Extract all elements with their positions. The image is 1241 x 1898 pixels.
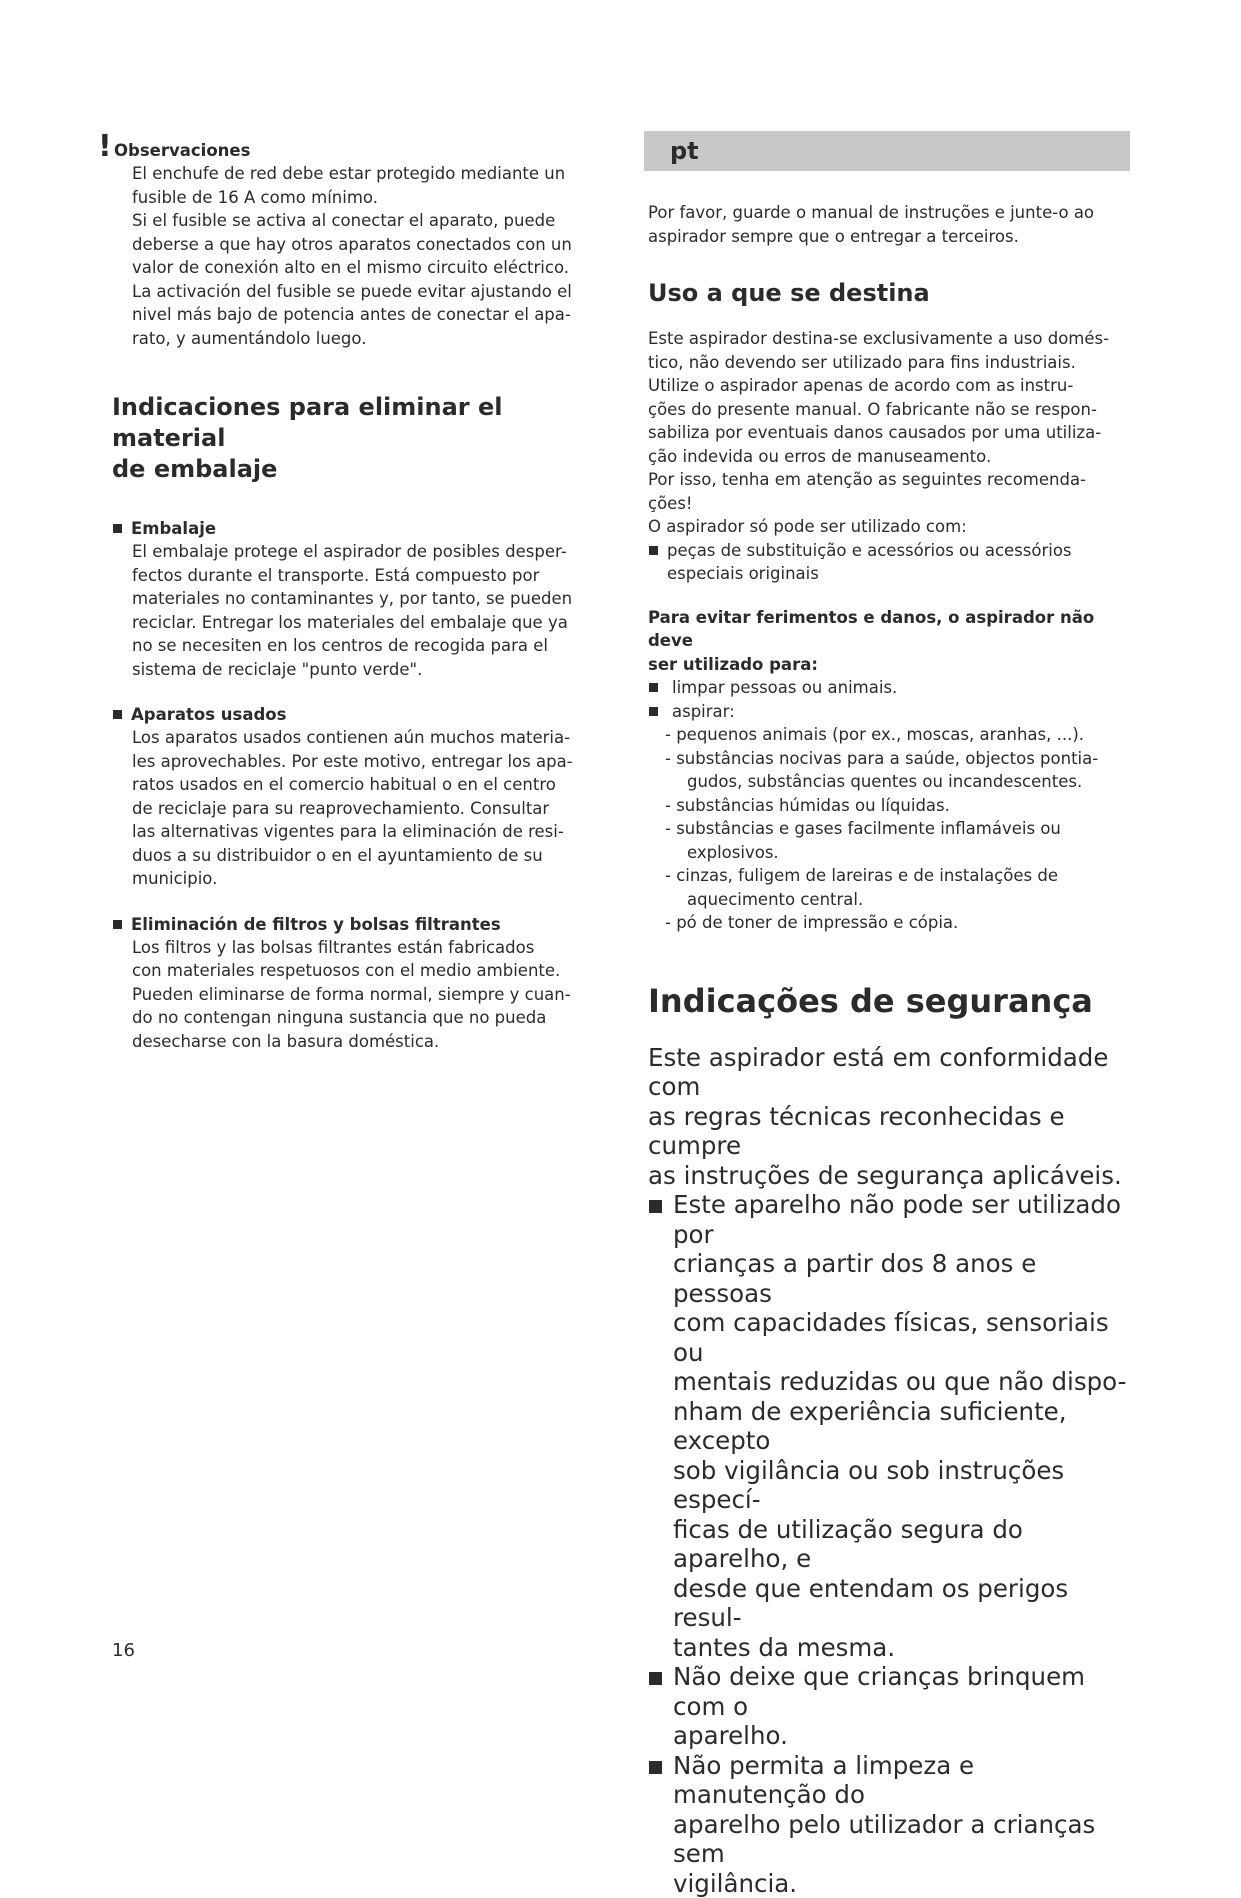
seguranca-heading: Indicações de segurança — [648, 981, 1132, 1021]
bullet-square-icon — [649, 707, 658, 716]
bullet-square-icon — [113, 524, 122, 533]
evitar-bullet-1: limpar pessoas ou animais. — [648, 676, 1132, 700]
exclamation-icon: ! — [98, 132, 112, 162]
observaciones-text: El enchufe de red debe estar protegido mediante un fusible de 16 A como mínimo. Si el fusible se activa al conectar el aparato, puede deberse a que hay otros aparatos conectados con un valor de conexión alto en el mismo circuito eléctrico. La activación del fusible se puede evitar ajustando el nivel más bajo de potencia antes de conectar el apa- rato, y aumentándolo luego. — [112, 162, 612, 350]
right-column — [648, 131, 1132, 1898]
left-column — [112, 140, 612, 1053]
indicaciones-heading: Indicaciones para eliminar el material de embalaje — [112, 392, 612, 485]
seguranca-bullet-2: Não deixe que crianças brinquem com o aparelho. — [648, 1662, 1132, 1751]
filtros-heading: Eliminación de filtros y bolsas filtrantes — [112, 913, 612, 936]
bullet-square-icon — [649, 1200, 662, 1213]
aparatos-heading: Aparatos usados — [112, 703, 612, 726]
language-bar — [644, 131, 1130, 171]
evitar-heading: Para evitar ferimentos e danos, o aspirador não deve ser utilizado para: — [648, 606, 1132, 677]
page-number: 16 — [112, 1640, 135, 1661]
uso-bullet: peças de substituição e acessórios ou acessórios especiais originais — [648, 539, 1132, 586]
intro-text: Por favor, guarde o manual de instruções e junte-o ao aspirador sempre que o entregar a terceiros. — [648, 201, 1132, 248]
bullet-square-icon — [113, 710, 122, 719]
embalaje-text: El embalaje protege el aspirador de posibles desper- fectos durante el transporte. Está compuesto por materiales no contaminantes y, por tanto, se pueden reciclar. Entregar los materiales del embalaje que ya no se necesiten en los centros de recogida para el sistema de reciclaje "punto verde". — [112, 540, 612, 681]
seguranca-bullet-3: Não permita a limpeza e manutenção do aparelho pelo utilizador a crianças sem vigilância. — [648, 1751, 1132, 1898]
bullet-square-icon — [649, 1761, 662, 1774]
bullet-square-icon — [113, 920, 122, 929]
evitar-list — [648, 676, 1132, 935]
dash-list: - pequenos animais (por ex., moscas, aranhas, ...). - substâncias nocivas para a saúde, objectos pontia- gudos, substâncias quentes ou incandescentes. - substâncias húmidas ou líquidas. - substâncias e gases facilmente inflamáveis ou explosivos. - cinzas, fuligem de lareiras e de instalações de aquecimento central. - pó de toner de impressão e cópia. — [648, 723, 1132, 935]
evitar-bullet-2: aspirar: — [648, 700, 1132, 724]
bullet-square-icon — [649, 683, 658, 692]
seguranca-bullet-1: Este aparelho não pode ser utilizado por crianças a partir dos 8 anos e pessoas com capacidades físicas, sensoriais ou mentais reduzidas ou que não dispo- nham de experiência suficiente, excepto sob vigilância ou sob instruções especí- ficas de utilização segura do aparelho, e desde que entendam os perigos resul- tantes da mesma. — [648, 1190, 1132, 1662]
bullet-square-icon — [649, 1672, 662, 1685]
aparatos-text: Los aparatos usados contienen aún muchos materia- les aprovechables. Por este motivo, entregar los apa- ratos usados en el comercio habitual o en el centro de reciclaje para su reaprovechamiento. Consultar las alternativas vigentes para la eliminación de resi- duos a su distribuidor o en el ayuntamiento de su municipio. — [112, 726, 612, 891]
uso-heading: Uso a que se destina — [648, 278, 1132, 309]
uso-text: Este aspirador destina-se exclusivamente a uso domés- tico, não devendo ser utilizado para fins industriais. Utilize o aspirador apenas de acordo com as instru- ções do presente manual. O fabricante não se respon- sabiliza por eventuais danos causados por uma utiliza- ção indevida ou erros de manuseamento. Por isso, tenha em atenção as seguintes recomenda- ções! O aspirador só pode ser utilizado com: peças de substituição e acessórios ou acessórios especiais originais — [648, 327, 1132, 586]
embalaje-heading: Embalaje — [112, 517, 612, 540]
language-code: pt — [644, 131, 699, 171]
bullet-square-icon — [649, 546, 658, 555]
observaciones-heading: ! Observaciones — [98, 140, 612, 162]
filtros-text: Los filtros y las bolsas filtrantes están fabricados con materiales respetuosos con el medio ambiente. Pueden eliminarse de forma normal, siempre y cuan- do no contengan ninguna sustancia que no pueda desecharse con la basura doméstica. — [112, 936, 612, 1054]
seguranca-text: Este aspirador está em conformidade com as regras técnicas reconhecidas e cumpre as instruções de segurança aplicáveis. Este aparelho não pode ser utilizado por crianças a partir dos 8 anos e pessoas com capacidades físicas, sensoriais ou mentais reduzidas ou que não dispo- nham de experiência suficiente, excepto sob vigilância ou sob instruções especí- ficas de utilização segura do aparelho, e desde que entendam os perigos resul- tantes da mesma. Não deixe que crianças brinquem com o aparelho. Não permita a limpeza e manutenção do aparelho pelo utilizador a crianças sem vigilância. — [648, 1043, 1132, 1898]
